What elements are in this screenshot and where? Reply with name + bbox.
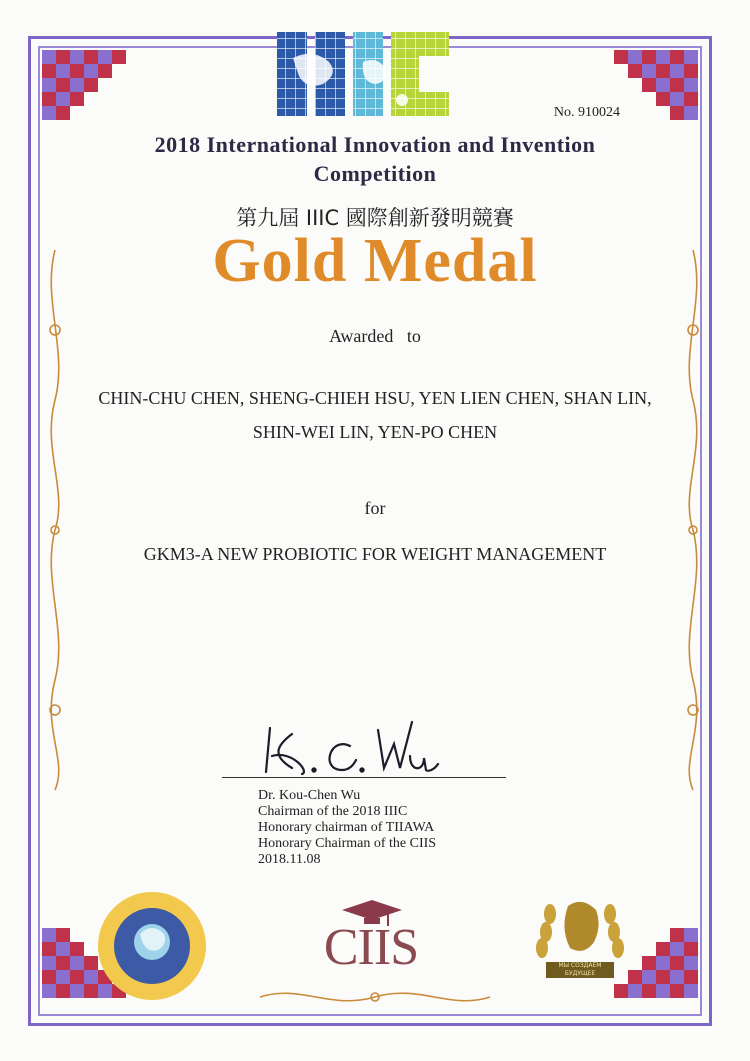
checker-square <box>684 928 698 942</box>
checker-square <box>42 92 56 106</box>
checker-square <box>70 970 84 984</box>
checker-square <box>56 970 70 984</box>
recipients-line2: SHIN-WEI LIN, YEN-PO CHEN <box>252 422 498 442</box>
checker-square <box>642 942 656 956</box>
checker-square <box>684 92 698 106</box>
checker-square <box>614 984 628 998</box>
checker-square <box>628 92 642 106</box>
checker-square <box>42 50 56 64</box>
competition-title-line1: 2018 International Innovation and Invention <box>154 132 596 157</box>
checker-square <box>98 78 112 92</box>
ciis-logo <box>316 896 426 986</box>
signatory-block <box>258 788 436 868</box>
checker-square <box>628 106 642 120</box>
checker-square <box>670 984 684 998</box>
checker-square <box>656 928 670 942</box>
checker-square <box>98 106 112 120</box>
checker-square <box>84 50 98 64</box>
checker-square <box>628 984 642 998</box>
signature <box>262 716 442 776</box>
checker-square <box>670 956 684 970</box>
checker-square <box>642 78 656 92</box>
checker-square <box>70 92 84 106</box>
checker-square <box>70 956 84 970</box>
checker-square <box>56 50 70 64</box>
checker-square <box>56 64 70 78</box>
checker-square <box>70 106 84 120</box>
checker-square <box>656 970 670 984</box>
awarded-to-label: Awarded to <box>329 326 421 346</box>
checker-square <box>84 92 98 106</box>
checker-square <box>670 78 684 92</box>
checker-square <box>670 942 684 956</box>
checker-square <box>684 970 698 984</box>
checker-square <box>42 64 56 78</box>
checker-square <box>84 106 98 120</box>
checker-square <box>112 78 126 92</box>
ciis-logo-text: CIIS <box>323 919 419 976</box>
inventors-seal-text: МЫ СОЗДАЕМ БУДУЩЕЕ <box>558 962 602 977</box>
checker-square <box>614 78 628 92</box>
checker-square <box>628 64 642 78</box>
checker-square <box>56 942 70 956</box>
checker-square <box>56 78 70 92</box>
checker-square <box>670 64 684 78</box>
checker-square <box>614 64 628 78</box>
checker-square <box>112 106 126 120</box>
checker-square <box>70 78 84 92</box>
checker-square <box>684 984 698 998</box>
signatory-name: Dr. Kou-Chen Wu <box>258 788 361 803</box>
checker-square <box>656 50 670 64</box>
checker-square <box>98 64 112 78</box>
checker-square <box>112 50 126 64</box>
checker-square <box>42 956 56 970</box>
bottom-ornament <box>250 982 500 1012</box>
checker-square <box>656 942 670 956</box>
checker-square <box>56 956 70 970</box>
right-ornament <box>678 240 708 800</box>
checker-square <box>42 970 56 984</box>
checker-square <box>98 92 112 106</box>
inventors-seal <box>528 892 632 984</box>
checker-square <box>656 64 670 78</box>
checker-square <box>656 956 670 970</box>
checker-square <box>56 106 70 120</box>
tiiawa-seal <box>96 890 208 1002</box>
left-ornament <box>40 240 70 800</box>
checker-square <box>614 50 628 64</box>
checker-square <box>684 956 698 970</box>
checker-square <box>670 928 684 942</box>
signatory-date: 2018.11.08 <box>258 852 321 867</box>
checker-square <box>84 78 98 92</box>
certificate-border-inner <box>38 46 702 1016</box>
checker-square <box>42 928 56 942</box>
checker-square <box>112 64 126 78</box>
checker-square <box>70 50 84 64</box>
checker-square <box>684 78 698 92</box>
checker-square <box>56 92 70 106</box>
checker-square <box>684 50 698 64</box>
checker-square <box>656 984 670 998</box>
competition-title-line2: Competition <box>313 161 437 186</box>
checker-square <box>42 106 56 120</box>
checker-square <box>642 928 656 942</box>
checker-square <box>642 106 656 120</box>
iiic-logo <box>275 28 453 120</box>
checker-square <box>642 92 656 106</box>
for-label: for <box>364 498 386 518</box>
signatory-title1: Chairman of the 2018 IIIC <box>258 804 408 819</box>
checker-square <box>42 984 56 998</box>
signatory-title2: Honorary chairman of TIIAWA <box>258 820 435 835</box>
chinese-title: 第九屆 IIIC 國際創新發明競賽 <box>236 206 514 230</box>
checker-square <box>670 92 684 106</box>
checker-square <box>56 928 70 942</box>
checker-square <box>70 928 84 942</box>
checker-square <box>614 92 628 106</box>
certificate-number: No. 910024 <box>553 105 620 120</box>
checker-top-right <box>614 50 698 120</box>
checker-square <box>70 984 84 998</box>
checker-square <box>670 106 684 120</box>
checker-square <box>628 78 642 92</box>
checker-top-left <box>42 50 126 120</box>
checker-square <box>684 942 698 956</box>
recipients-line1: CHIN-CHU CHEN, SHENG-CHIEH HSU, YEN LIEN CHEN, SHAN LIN, <box>98 388 652 408</box>
checker-square <box>98 50 112 64</box>
checker-square <box>684 106 698 120</box>
checker-square <box>42 942 56 956</box>
invention-title: GKM3-A NEW PROBIOTIC FOR WEIGHT MANAGEMENT <box>143 544 607 564</box>
signatory-title3: Honorary Chairman of the CIIS <box>258 836 437 851</box>
checker-square <box>70 942 84 956</box>
checker-square <box>656 78 670 92</box>
signature-line <box>222 777 506 778</box>
checker-square <box>656 106 670 120</box>
checker-square <box>42 78 56 92</box>
checker-square <box>670 970 684 984</box>
checker-square <box>628 50 642 64</box>
checker-square <box>642 970 656 984</box>
checker-square <box>84 64 98 78</box>
checker-square <box>642 956 656 970</box>
checker-square <box>642 984 656 998</box>
checker-square <box>684 64 698 78</box>
medal-title: Gold Medal <box>212 227 538 295</box>
checker-square <box>642 64 656 78</box>
checker-square <box>70 64 84 78</box>
checker-square <box>670 50 684 64</box>
checker-square <box>656 92 670 106</box>
checker-square <box>112 92 126 106</box>
checker-square <box>642 50 656 64</box>
checker-square <box>56 984 70 998</box>
